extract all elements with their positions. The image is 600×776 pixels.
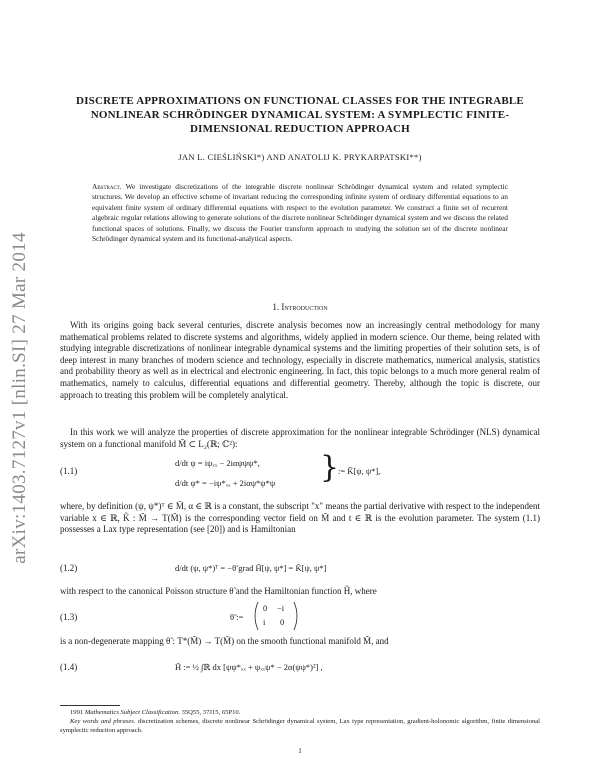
equation-1-3-lhs: θ̃ := xyxy=(230,612,244,622)
footnote-keywords xyxy=(60,717,540,735)
intro-paragraph-2: In this work we will analyze the properties of discrete approximation for the nonlinear integrable Schrödinger (NLS) dynamical system on a functional manifold M̃ ⊂ L₂(ℝ; ℂ²): xyxy=(60,427,540,449)
footnote-msc-year: 1991 xyxy=(70,709,84,716)
matrix-parentheses xyxy=(252,600,300,632)
intro-paragraph-1: With its origins going back several centuries, discrete analysis becomes now an increasingly central methodology for many mathematical problems related to discrete systems and algorithms, widely applied in modern science. Our theme, being related with studying integrable discretizations of nonlinear integrable dynamical systems and the limiting properties of their solution sets, is of deep interest in many branches of modern science and technology, especially in discrete mathematics, numerical analysis, statistics and probability theory as well as in electrical and electronic engineering. In fact, this topic belongs to a much more general realm of mathematics, namely to calculus, differential equations and differential geometry. Thereby, although the topic is discrete, our approach to treating this problem will be completely analytical. xyxy=(60,320,540,400)
equation-1-1-line-1: d/dt ψ = iψₓₓ − 2iαψψψ*, xyxy=(175,458,260,468)
equation-1-2-body: d/dt (ψ, ψ*)ᵀ = −θ̃ grad H̃[ψ, ψ*] = K̃[ψ, ψ*] xyxy=(175,563,327,573)
intro-paragraph-3: where, by definition (ψ, ψ*)ᵀ ∈ M̃, α ∈ ℝ is a constant, the subscript "x" means the partial derivative with respect to the independent variable x ∈ ℝ, K̃ : M̃ → T(M̃) is the corresponding vector field on M̃ and t ∈ ℝ is the evolution parameter. The system (1.1) possesses a Lax type representation (see [20]) and is Hamiltonian xyxy=(60,501,540,535)
abstract-text: We investigate discretizations of the integrable discrete nonlinear Schrödinger dynamical system and related symplectic structures. We develop an effective scheme of invariant reducing the corresponding infinite system of ordinary differential equations to an equivalent finite system of ordinary differential equations with respect to the evolution parameter. We construct a finite set of recurrent algebraic regular relations allowing to generate solutions of the discrete nonlinear Schrödinger dynamical system and we discuss the related functional spaces of solutions. Finally, we discuss the Fourier transform approach to studying the solution set of the discrete nonlinear Schrödinger dynamical system and its functional-analytical aspects. xyxy=(92,182,508,244)
footnote-keywords-label: Key words and phrases. xyxy=(70,718,136,725)
brace-symbol: } xyxy=(320,450,340,485)
arxiv-identifier xyxy=(4,198,36,598)
equation-1-4-body: H̃ := ½ ∫ℝ dx [ψψ*ₓₓ + ψₓₓψ* − 2α(ψψ*)²] , xyxy=(175,662,323,672)
equation-1-1-rhs: := K̃[ψ, ψ*], xyxy=(338,466,381,476)
arxiv-id-text: arXiv:1403.7127v1 [nlin.SI] 27 Mar 2014 xyxy=(9,232,30,564)
intro-paragraph-4: with respect to the canonical Poisson structure θ̃ and the Hamiltonian function H̃, where xyxy=(60,586,377,596)
matrix-entry-11: 0 xyxy=(263,603,268,613)
equation-label-1-4: (1.4) xyxy=(60,662,78,672)
paper-authors: JAN L. CIEŚLIŃSKI*) AND ANATOLIJ K. PRYKARPATSKI**) xyxy=(178,152,422,162)
paper-title: DISCRETE APPROXIMATIONS ON FUNCTIONAL CLASSES FOR THE INTEGRABLE NONLINEAR SCHRÖDINGER DYNAMICAL SYSTEM: A SYMPLECTIC FINITE-DIMENSIONAL REDUCTION APPROACH xyxy=(76,95,524,135)
equation-label-1-1: (1.1) xyxy=(60,466,78,476)
matrix-entry-21: i xyxy=(263,617,266,627)
equation-label-1-3: (1.3) xyxy=(60,612,78,622)
footnote-msc-text: 35Q55, 37J15, 65P10. xyxy=(181,709,241,716)
footnote-rule xyxy=(60,705,120,706)
abstract-label: Abstract. xyxy=(92,182,122,191)
footnote-msc-label: Mathematics Subject Classification. xyxy=(84,709,180,716)
section-heading: 1. Introduction xyxy=(272,302,328,312)
abstract xyxy=(92,182,508,244)
matrix-entry-12: −i xyxy=(277,603,285,613)
matrix-entry-22: 0 xyxy=(280,617,285,627)
matrix-theta xyxy=(252,600,300,632)
footnote-msc xyxy=(60,708,540,717)
equation-1-1-line-2: d/dt ψ* = −iψ*ₓₓ + 2iαψ*ψ*ψ xyxy=(175,478,276,488)
intro-paragraph-5: is a non-degenerate mapping θ̃ : T*(M̃) → T(M̃) on the smooth functional manifold M̃, and xyxy=(60,636,389,646)
equation-label-1-2: (1.2) xyxy=(60,563,78,573)
page-number: 1 xyxy=(298,747,302,755)
footnote-keywords-text: discretization schemes, discrete nonlinear Schrödinger dynamical system, Lax type representation, gradient-holonomic algorithm, finite dimensional symplectic reduction approach. xyxy=(60,718,541,735)
